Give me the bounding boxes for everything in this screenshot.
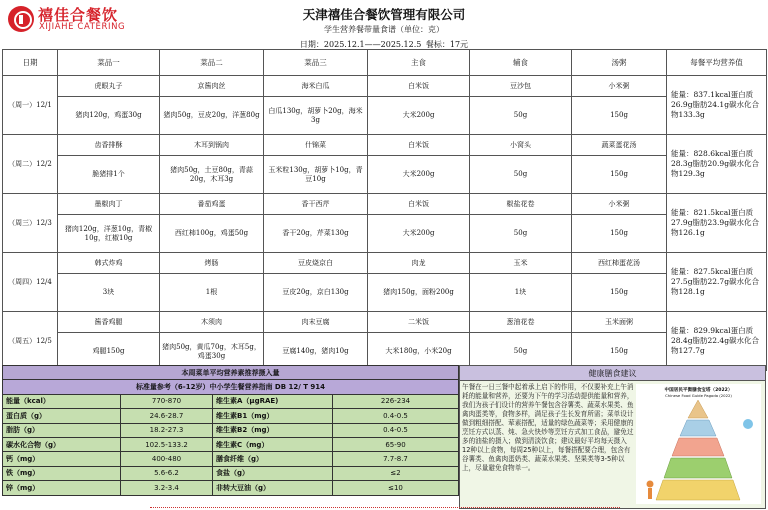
soup-ingredients: 150g [572,333,667,371]
dish-1-name: 酱香鸡腿 [58,312,160,333]
dish-1-name: 虎眼丸子 [58,76,160,97]
dish-3-ingredients: 香干20g，芹菜130g [264,215,368,253]
soup-name: 玉米面粥 [572,312,667,333]
nutrient-value: 18.2-27.3 [121,423,213,437]
menu-dish-row [3,135,767,156]
pagoda-figure-head [647,481,654,488]
nutrient-value: 3.2-3.4 [121,481,213,495]
nutrient-name: 维生素C（mg） [213,437,333,451]
staple-name: 白米饭 [368,194,470,215]
menu-ingredient-row [3,274,767,312]
soup-name: 西红柿蛋花汤 [572,253,667,274]
reference-row [3,466,459,480]
nutrition-summary: 能量：828.6kcal蛋白质28.3g脂肪20.9g碳水化合物129.3g [667,135,767,194]
header-side: 辅食 [470,50,572,76]
staple-ingredients: 猪肉150g，面粉200g [368,274,470,312]
dish-3-name: 豆皮烧京白 [264,253,368,274]
dish-2-name: 京酱肉丝 [160,76,264,97]
dish-1-name: 齿香排酥 [58,135,160,156]
dish-2-name: 番茄鸡蛋 [160,194,264,215]
nutrient-value: 0.4-0.5 [333,423,459,437]
menu-dish-row [3,312,767,333]
side-dish-ingredients: 50g [470,215,572,253]
nutrition-summary: 能量：821.5kcal蛋白质27.9g脂肪23.9g碳水化合物126.1g [667,194,767,253]
nutrient-value: 0.4-0.5 [333,409,459,423]
menu-dish-row [3,194,767,215]
nutrient-name: 蛋白质（g） [3,409,121,423]
dish-3-ingredients: 玉米粒130g，胡萝卜10g，青豆10g [264,156,368,194]
soup-name: 小米粥 [572,194,667,215]
nutrient-name: 维生素A（μgRAE) [213,394,333,408]
side-dish-name: 玉米 [470,253,572,274]
logo-name-cn: 禧佳合餐饮 [38,6,119,24]
dish-1-ingredients: 3块 [58,274,160,312]
nutrient-value: 5.6-6.2 [121,466,213,480]
dish-3-ingredients: 豆腐140g，猪肉10g [264,333,368,371]
dish-2-ingredients: 猪肉50g，豆皮20g，洋葱80g [160,97,264,135]
nutrient-name: 维生素B1（mg） [213,409,333,423]
soup-ingredients: 150g [572,97,667,135]
soup-ingredients: 150g [572,274,667,312]
side-dish-name: 葱油花卷 [470,312,572,333]
dish-2-name: 烤肠 [160,253,264,274]
pagoda-tier-grains [656,480,740,500]
soup-ingredients: 150g [572,156,667,194]
nutrient-value: 226-234 [333,394,459,408]
dish-3-ingredients: 白瓜130g，胡萝卜20g，海米3g [264,97,368,135]
pagoda-tier-oil-salt [688,400,708,418]
header-nutrition: 每餐平均营养值 [667,50,767,76]
nutrient-name: 脂肪（g） [3,423,121,437]
reference-row [3,437,459,451]
side-dish-name: 椒盐花卷 [470,194,572,215]
staple-ingredients: 大米200g [368,97,470,135]
header-day: 日期 [3,50,58,76]
nutrient-value: 24.6-28.7 [121,409,213,423]
pagoda-subtitle: Chinese Food Guide Pagoda (2022) [665,393,732,398]
staple-name: 白米饭 [368,135,470,156]
health-advice-panel [459,365,766,509]
company-title: 天津禧佳合餐饮管理有限公司 [302,7,466,22]
nutrient-name: 维生素B2（mg） [213,423,333,437]
menu-dish-row [3,253,767,274]
pagoda-tier-meat [672,438,724,456]
dish-2-ingredients: 西红柿100g，鸡蛋50g [160,215,264,253]
menu-period: 日期：2025.12.1——2025.12.5 餐标：17元 [299,40,469,49]
dish-3-name: 肉末豆腐 [264,312,368,333]
side-dish-name: 豆沙包 [470,76,572,97]
nutrient-name: 非转大豆油（g） [213,481,333,495]
weekly-menu-table [2,49,767,371]
dish-1-name: 韩式炸鸡 [58,253,160,274]
dish-2-name: 木耳到锅肉 [160,135,264,156]
day-label: （周四）12/4 [3,253,58,312]
dish-1-ingredients: 猪肉120g，洋葱10g，青椒10g，红椒10g [58,215,160,253]
nutrient-value: 65-90 [333,437,459,451]
reference-standard: 标准量参考（6-12岁）中小学生餐营养指南 DB 12/ T 914 [3,380,459,394]
nutrition-summary: 能量：829.9kcal蛋白质28.4g脂肪22.4g碳水化合物127.7g [667,312,767,371]
advice-title: 健康膳食建议 [460,366,765,381]
nutrient-reference-table [2,365,459,496]
header-dish-3: 菜品三 [264,50,368,76]
dish-1-name: 墨椒肉丁 [58,194,160,215]
advice-body [460,381,765,508]
dish-3-name: 什锦菜 [264,135,368,156]
reference-row [3,481,459,495]
staple-name: 二米饭 [368,312,470,333]
nutrient-name: 食盐（g） [213,466,333,480]
day-label: （周三）12/3 [3,194,58,253]
dish-2-ingredients: 猪肉50g，黄瓜70g，木耳5g，鸡蛋30g [160,333,264,371]
nutrition-summary: 能量：837.1kcal蛋白质26.9g脂肪24.1g碳水化合物133.3g [667,76,767,135]
side-dish-ingredients: 50g [470,97,572,135]
staple-ingredients: 大米180g，小米20g [368,333,470,371]
menu-ingredient-row [3,215,767,253]
soup-name: 蔬菜蛋花汤 [572,135,667,156]
nutrient-value: 400-480 [121,452,213,466]
header-staple: 主食 [368,50,470,76]
logo-name-en: XIJIAHE CATERING [39,22,126,32]
header-soup: 汤粥 [572,50,667,76]
pagoda-illustration [636,384,761,504]
nutrient-value: ≤2 [333,466,459,480]
nutrient-name: 铁（mg） [3,466,121,480]
menu-dish-row [3,76,767,97]
dish-2-name: 木须肉 [160,312,264,333]
dish-1-ingredients: 脆猪排1个 [58,156,160,194]
dish-2-ingredients: 1根 [160,274,264,312]
menu-subtitle: 学生营养餐带量食谱（单位：克） [324,25,444,34]
nutrition-summary: 能量：827.5kcal蛋白质27.5g脂肪22.7g碳水化合物128.1g [667,253,767,312]
menu-ingredient-row [3,156,767,194]
staple-ingredients: 大米200g [368,156,470,194]
pagoda-tier-vegetables [664,458,732,478]
food-pagoda-image [636,384,761,504]
nutrient-name: 膳食纤维（g） [213,452,333,466]
nutrient-name: 能量（kcal） [3,394,121,408]
staple-name: 肉龙 [368,253,470,274]
day-label: （周一）12/1 [3,76,58,135]
staple-ingredients: 大米200g [368,215,470,253]
nutrient-value: 102.5-133.2 [121,437,213,451]
side-dish-ingredients: 50g [470,156,572,194]
menu-ingredient-row [3,97,767,135]
dish-3-ingredients: 豆皮20g，京白130g [264,274,368,312]
soup-name: 小米粥 [572,76,667,97]
side-dish-ingredients: 1块 [470,274,572,312]
advice-text: 午餐在一日三餐中起着承上启下的作用，不仅要补充上午消耗的能量和营养，还要为下午的学习活动提供能量和营养，我们为孩子们设计的营养午餐包含谷薯类、蔬菜水果类、鱼禽肉蛋类等，食物多样，满足孩子生长发育所需；菜单设计做到粗细搭配、荤素搭配，适量的绿色蔬菜等；采用健康的烹饪方式以蒸、炖、急火快炒等烹饪方式加工食品，避免过多的油盐的摄入；做到清淡饮食；建议最好平均每天摄入12种以上食物，每周25种以上，每餐搭配要合理，包含有谷薯类、鱼禽肉蛋奶类、蔬菜水果类、坚果类等3-5种以上，尽量避免食物单一。 [462,383,634,473]
soup-ingredients: 150g [572,215,667,253]
nutrient-value: ≤10 [333,481,459,495]
nutrient-value: 7.7-8.7 [333,452,459,466]
side-dish-name: 小窝头 [470,135,572,156]
day-label: （周五）12/5 [3,312,58,371]
pagoda-figure-body [648,488,652,499]
header-dish-1: 菜品一 [58,50,160,76]
nutrient-name: 钙（mg） [3,452,121,466]
header-dish-2: 菜品二 [160,50,264,76]
reference-row [3,394,459,408]
dish-1-ingredients: 猪肉120g，鸡蛋30g [58,97,160,135]
dish-2-ingredients: 猪肉50g，土豆80g，青蒜20g，木耳3g [160,156,264,194]
nutrient-name: 碳水化合物（g） [3,437,121,451]
pagoda-tier-dairy [680,420,716,436]
reference-heading: 本周菜单平均营养素推荐摄入量 [3,366,459,380]
reference-row [3,409,459,423]
menu-header-row [3,50,767,76]
nutrient-name: 锌（mg） [3,481,121,495]
day-label: （周二）12/2 [3,135,58,194]
dish-3-name: 香干西芹 [264,194,368,215]
side-dish-ingredients: 50g [470,333,572,371]
reference-row [3,452,459,466]
dish-3-name: 海米白瓜 [264,76,368,97]
pagoda-title: 中国居民平衡膳食宝塔（2022） [664,388,733,393]
staple-name: 白米饭 [368,76,470,97]
nutrient-value: 770-870 [121,394,213,408]
reference-row [3,423,459,437]
dish-1-ingredients: 鸡腿150g [58,333,160,371]
pagoda-water-icon [743,419,753,429]
